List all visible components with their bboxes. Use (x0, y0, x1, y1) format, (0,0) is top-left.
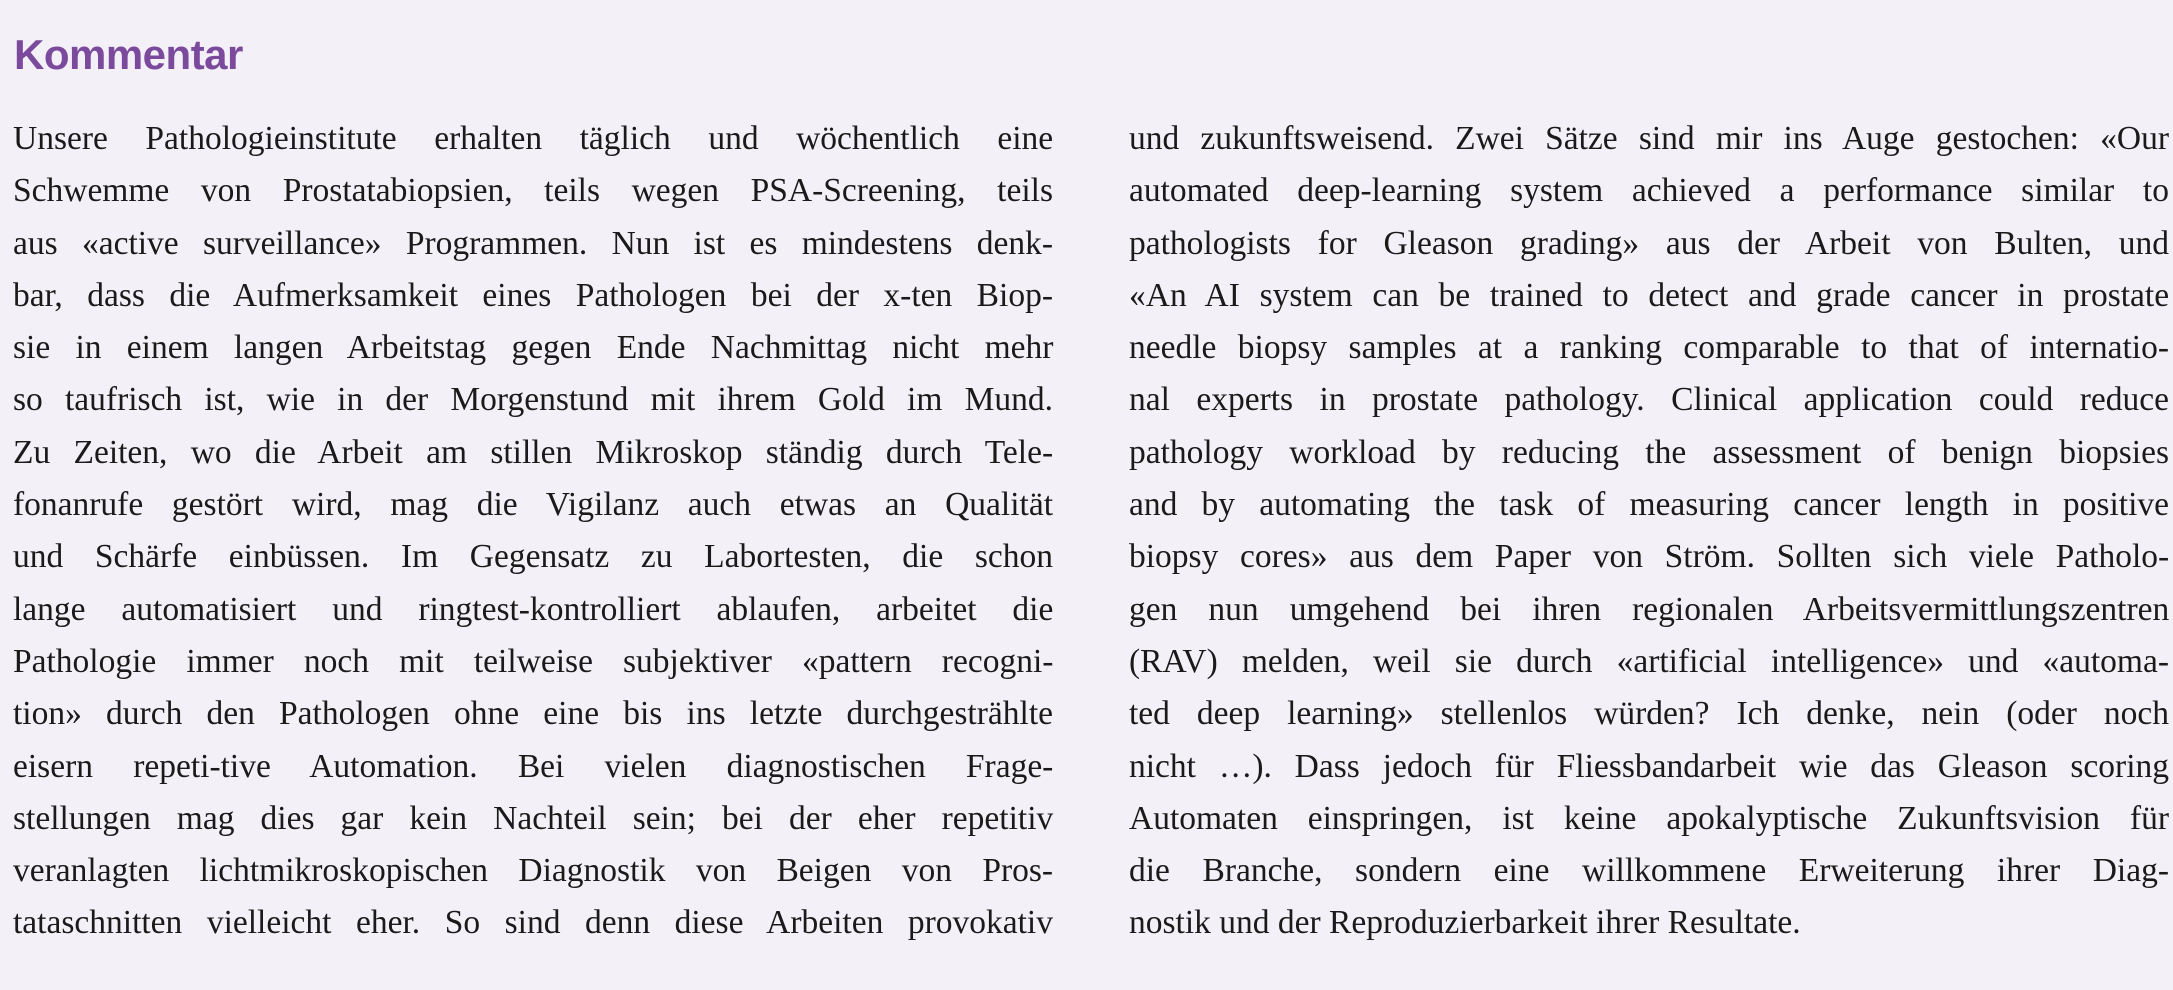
text-line: tion» durch den Pathologen ohne eine bis ins letzte durchgestrählte (13, 695, 1053, 733)
text-line: die Branche, sondern eine willkommene Erweiterung ihrer Diag- (1129, 852, 2169, 890)
text-line: nicht …). Dass jedoch für Fliessbandarbeit wie das Gleason scoring (1129, 747, 2169, 785)
text-line: stellungen mag dies gar kein Nachteil sein; bei der eher repetitiv (13, 799, 1054, 837)
text-line: lange automatisiert und ringtest-kontrolliert ablaufen, arbeitet die (13, 590, 1054, 628)
section-heading: Kommentar (14, 31, 243, 78)
text-line: fonanrufe gestört wird, mag die Vigilanz auch etwas an Qualität (13, 486, 1053, 524)
text-line: bar, dass die Aufmerksamkeit eines Pathologen bei der x-ten Biop- (13, 276, 1053, 314)
text-line: und Schärfe einbüssen. Im Gegensatz zu Labortesten, die schon (13, 538, 1053, 576)
text-line: pathologists for Gleason grading» aus der Arbeit von Bulten, und (1129, 224, 2169, 262)
text-line: pathology workload by reducing the assessment of benign biopsies (1129, 433, 2169, 471)
text-column-right (1129, 113, 2169, 950)
text-line: Automaten einspringen, ist keine apokalyptische Zukunftsvision für (1129, 799, 2169, 837)
text-line: nal experts in prostate pathology. Clinical application could reduce (1129, 381, 2169, 419)
text-line: und zukunftsweisend. Zwei Sätze sind mir ins Auge gestochen: «Our (1129, 120, 2169, 157)
text-line: «An AI system can be trained to detect and grade cancer in prostate (1129, 276, 2170, 314)
text-line: Unsere Pathologieinstitute erhalten täglich und wöchentlich eine (13, 120, 1054, 157)
text-line: veranlagten lichtmikroskopischen Diagnostik von Beigen von Pros- (13, 852, 1054, 890)
text-line: so taufrisch ist, wie in der Morgenstund mit ihrem Gold im Mund. (13, 381, 1053, 419)
text-line: and by automating the task of measuring cancer length in positive (1129, 486, 2169, 524)
text-line: gen nun umgehend bei ihren regionalen Arbeitsvermittlungszentren (1129, 590, 2170, 628)
text-line: Schwemme von Prostatabiopsien, teils wegen PSA-Screening, teils (13, 172, 1053, 210)
text-line: automated deep-learning system achieved a performance similar to (1129, 172, 2169, 210)
text-column-left (13, 113, 1053, 950)
text-line: tataschnitten vielleicht eher. So sind denn diese Arbeiten provokativ (13, 904, 1053, 942)
text-line: (RAV) melden, weil sie durch «artificial intelligence» und «automa- (1129, 642, 2169, 680)
text-line: Pathologie immer noch mit teilweise subjektiver «pattern recogni- (13, 642, 1054, 680)
text-line: biopsy cores» aus dem Paper von Ström. Sollten sich viele Patholo- (1129, 538, 2170, 576)
text-line: eisern repeti-tive Automation. Bei vielen diagnostischen Frage- (13, 747, 1054, 785)
text-line: needle biopsy samples at a ranking comparable to that of internatio- (1129, 329, 2169, 367)
text-line: ted deep learning» stellenlos würden? Ich denke, nein (oder noch (1129, 695, 2169, 733)
text-line: aus «active surveillance» Programmen. Nun ist es mindestens denk- (13, 224, 1053, 262)
text-line: Zu Zeiten, wo die Arbeit am stillen Mikroskop ständig durch Tele- (13, 433, 1054, 471)
text-line: sie in einem langen Arbeitstag gegen Ende Nachmittag nicht mehr (13, 329, 1054, 367)
text-line: nostik und der Reproduzierbarkeit ihrer Resultate. (1129, 904, 1801, 942)
